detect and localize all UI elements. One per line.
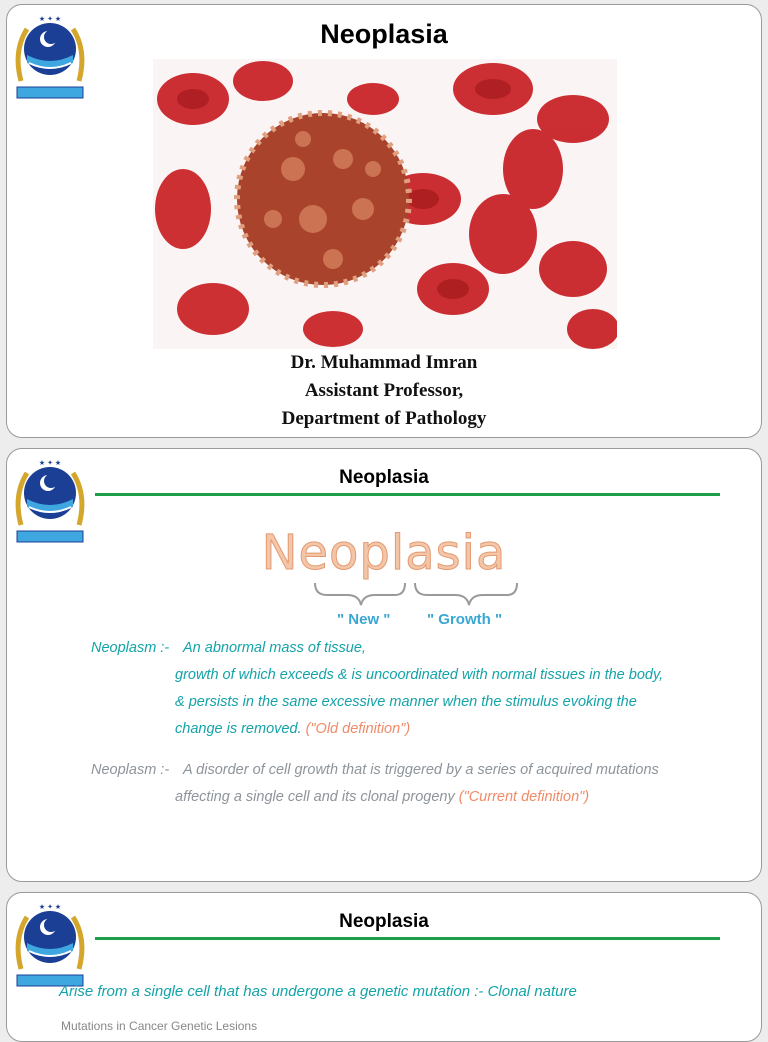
cancer-cell-image <box>153 59 617 349</box>
svg-text:★ ✦ ★: ★ ✦ ★ <box>38 904 62 911</box>
current-definition-tag: ("Current definition") <box>458 789 590 805</box>
slide-1 <box>6 4 762 438</box>
author-block <box>7 349 761 433</box>
clonal-nature-line: Arise from a single cell that has undergone a genetic mutation :- Clonal nature <box>59 983 577 1000</box>
current-definition-label: Neoplasm :- <box>91 762 170 778</box>
author-department: Department of Pathology <box>281 408 487 429</box>
slide-title: Neoplasia <box>339 911 429 932</box>
word-braces <box>307 581 527 607</box>
old-definition-line: & persists in the same excessive manner when the stimulus evoking the <box>175 694 637 710</box>
part-growth: " Growth " <box>427 611 503 628</box>
current-definition-line-last <box>175 784 589 811</box>
old-definition-label: Neoplasm :- <box>91 640 170 656</box>
partial-line: Mutations in Cancer Genetic Lesions <box>61 1019 258 1033</box>
old-definition-line-last <box>175 716 410 743</box>
author-position: Assistant Professor, <box>304 380 464 401</box>
neoplasia-word: Neoplasia <box>261 525 507 581</box>
author-name: Dr. Muhammad Imran <box>290 352 478 373</box>
svg-text:★ ✦ ★: ★ ✦ ★ <box>38 16 62 23</box>
part-new: " New " <box>337 611 391 628</box>
title-divider <box>95 937 720 940</box>
old-definition-line: An abnormal mass of tissue, <box>183 640 366 656</box>
current-definition-line: A disorder of cell growth that is triggered by a series of acquired mutations <box>183 762 659 778</box>
slide-3 <box>6 892 762 1042</box>
old-definition-tag: ("Old definition") <box>305 721 411 737</box>
title-divider <box>95 493 720 496</box>
slide-title: Neoplasia <box>339 467 429 488</box>
old-definition-line: growth of which exceeds & is uncoordinated with normal tissues in the body, <box>175 667 664 683</box>
svg-text:★ ✦ ★: ★ ✦ ★ <box>38 460 62 467</box>
slide-2 <box>6 448 762 882</box>
old-definition-text: change is removed. <box>175 721 302 737</box>
slide-title: Neoplasia <box>320 19 448 49</box>
current-definition-text: affecting a single cell and its clonal progeny <box>175 789 455 805</box>
